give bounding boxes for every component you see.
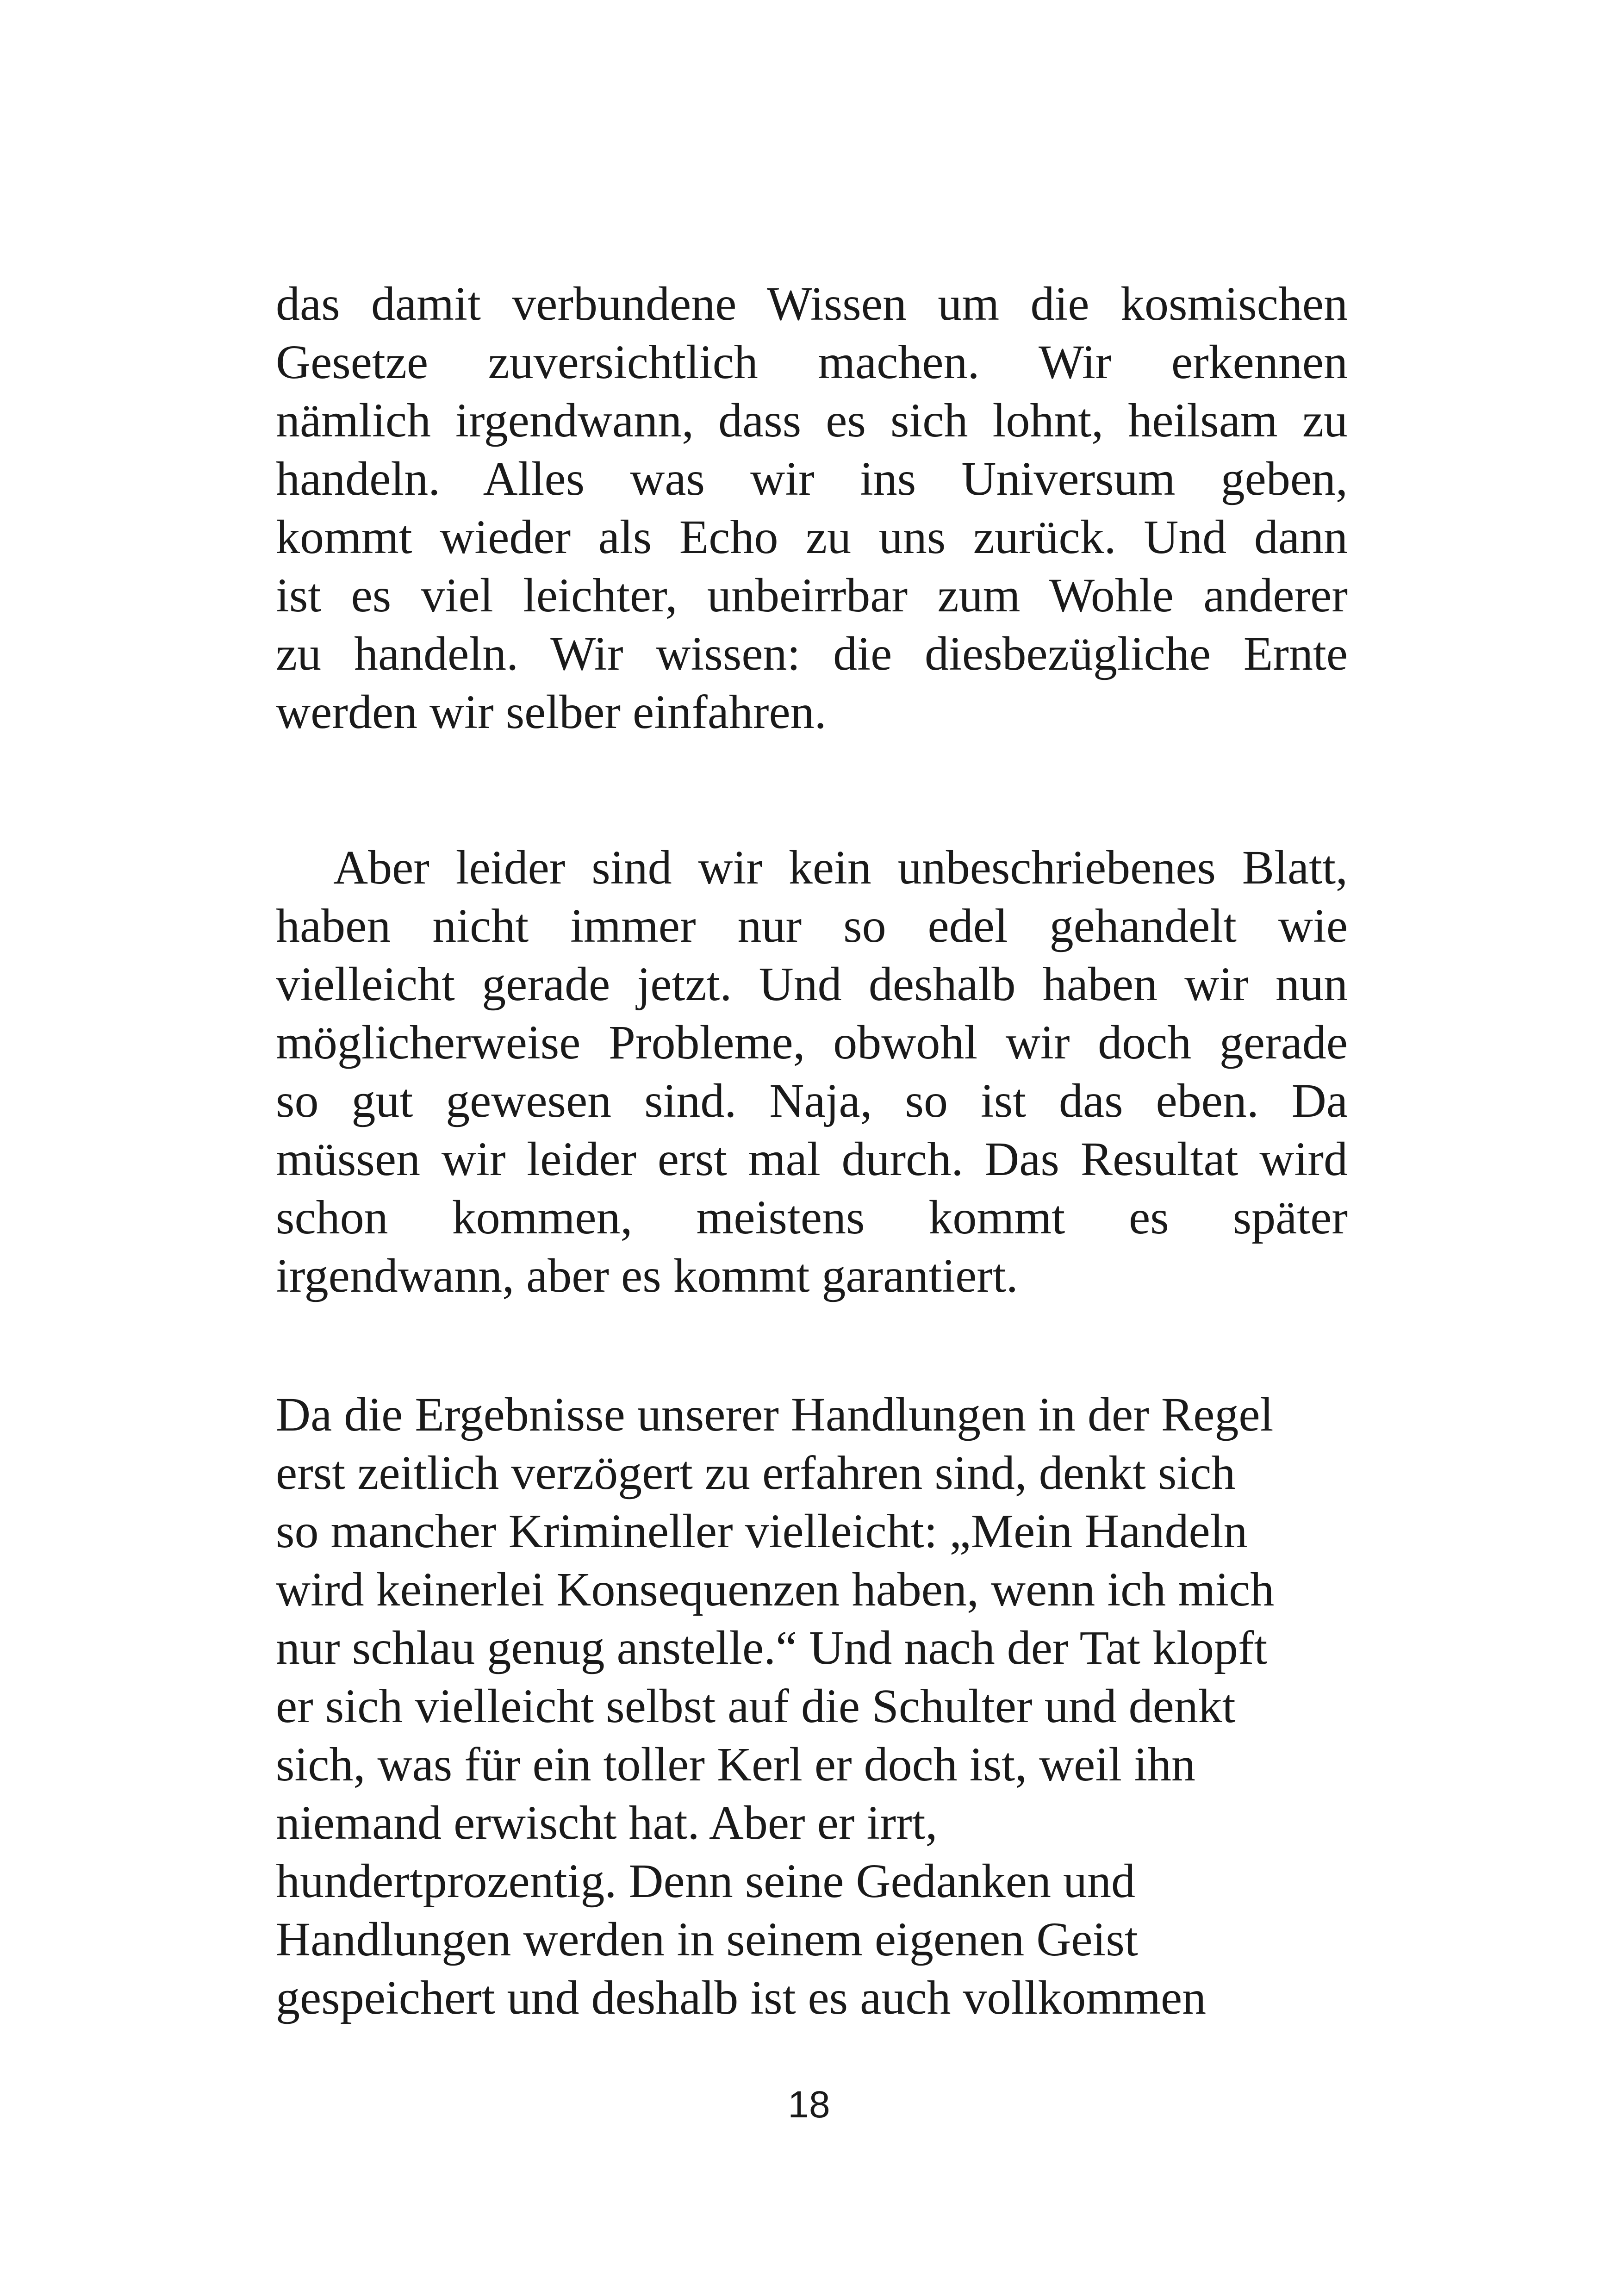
paragraph-2-line-4: möglicherweise Probleme, obwohl wir doch gerade	[276, 1016, 1348, 1069]
paragraph-3-line-10: Handlungen werden in seinem eigenen Geist	[276, 1913, 1138, 1966]
paragraph-2-line-3: vielleicht gerade jetzt. Und deshalb haben wir nun	[276, 958, 1348, 1011]
paragraph-2-line-1: Aber leider sind wir kein unbeschriebenes Blatt,	[333, 841, 1348, 894]
paragraph-3-line-4: wird keinerlei Konsequenzen haben, wenn ich mich	[276, 1563, 1275, 1616]
paragraph-3-line-7: sich, was für ein toller Kerl er doch ist, weil ihn	[276, 1738, 1196, 1791]
paragraph-3-line-3: so mancher Krimineller vielleicht: „Mein Handeln	[276, 1505, 1248, 1558]
paragraph-3-line-6: er sich vielleicht selbst auf die Schulter und denkt	[276, 1680, 1236, 1733]
paragraph-2-line-7: schon kommen, meistens kommt es später	[276, 1191, 1348, 1244]
paragraph-3-line-9: hundertprozentig. Denn seine Gedanken und	[276, 1854, 1135, 1908]
paragraph-3-line-1: Da die Ergebnisse unserer Handlungen in der Regel	[276, 1388, 1274, 1441]
paragraph-2-line-5: so gut gewesen sind. Naja, so ist das eben. Da	[276, 1074, 1348, 1127]
paragraph-3	[276, 1386, 1348, 2027]
paragraph-1-line-2: Gesetze zuversichtlich machen. Wir erkennen	[276, 336, 1348, 389]
paragraph-3-line-2: erst zeitlich verzögert zu erfahren sind, denkt sich	[276, 1446, 1236, 1500]
paragraph-3-line-5: nur schlau genug anstelle.“ Und nach der Tat klopft	[276, 1621, 1268, 1674]
paragraph-1-line-5: kommt wieder als Echo zu uns zurück. Und dann	[276, 510, 1348, 564]
paragraph-2	[276, 839, 1348, 1305]
paragraph-2-line-8: irgendwann, aber es kommt garantiert.	[276, 1249, 1018, 1302]
paragraph-2-line-6: müssen wir leider erst mal durch. Das Resultat wird	[276, 1132, 1348, 1186]
paragraph-2-line-2: haben nicht immer nur so edel gehandelt wie	[276, 899, 1348, 952]
paragraph-1-line-7: zu handeln. Wir wissen: die diesbezügliche Ernte	[276, 627, 1348, 680]
page-number: 18	[788, 2084, 830, 2126]
paragraph-1-line-4: handeln. Alles was wir ins Universum geben,	[276, 452, 1348, 505]
paragraph-1-line-6: ist es viel leichter, unbeirrbar zum Wohle anderer	[276, 569, 1348, 622]
paragraph-1-line-3: nämlich irgendwann, dass es sich lohnt, heilsam zu	[276, 394, 1348, 447]
paragraph-1-line-1: das damit verbundene Wissen um die kosmischen	[276, 277, 1348, 330]
paragraph-1	[276, 275, 1348, 741]
paragraph-3-line-11: gespeichert und deshalb ist es auch vollkommen	[276, 1971, 1207, 2024]
paragraph-1-line-8: werden wir selber einfahren.	[276, 685, 827, 739]
paragraph-3-line-8: niemand erwischt hat. Aber er irrt,	[276, 1796, 938, 1849]
